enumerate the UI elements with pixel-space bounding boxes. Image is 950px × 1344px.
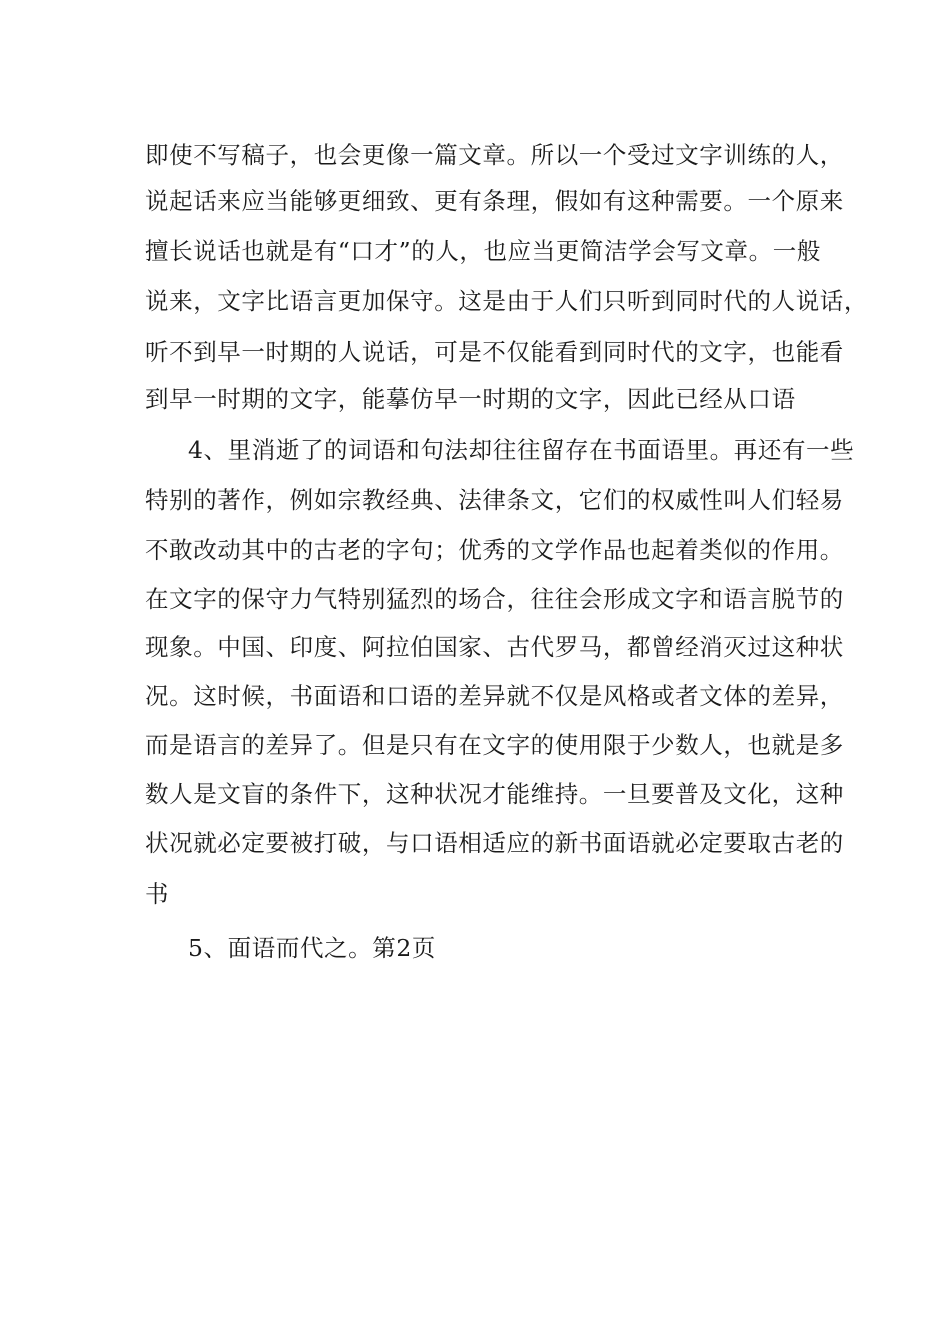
- text-line: 在文字的保守力气特别猛烈的场合，往往会形成文字和语言脱节的: [145, 585, 844, 613]
- text-line: 数人是文盲的条件下，这种状况才能维持。一旦要普及文化，这种: [145, 780, 844, 808]
- text-line: 而是语言的差异了。但是只有在文字的使用限于少数人，也就是多: [145, 731, 844, 759]
- text-line: 状况就必定要被打破，与口语相适应的新书面语就必定要取古老的: [145, 829, 844, 857]
- text-line: 说来，文字比语言更加保守。这是由于人们只听到同时代的人说话，: [145, 287, 868, 315]
- text-line: 书: [145, 880, 170, 908]
- text-line: 4、里消逝了的词语和句法却往往留存在书面语里。再还有一些: [188, 436, 855, 464]
- text-line: 5、面语而代之。第2页: [188, 934, 437, 962]
- text-line: 即使不写稿子，也会更像一篇文章。所以一个受过文字训练的人，: [145, 141, 844, 169]
- text-line: 特别的著作，例如宗教经典、法律条文，它们的权威性叫人们轻易: [145, 486, 844, 514]
- text-line: 况。这时候，书面语和口语的差异就不仅是风格或者文体的差异，: [145, 682, 844, 710]
- text-line: 不敢改动其中的古老的字句；优秀的文学作品也起着类似的作用。: [145, 536, 844, 564]
- text-line: 听不到早一时期的人说话，可是不仅能看到同时代的文字，也能看: [145, 338, 844, 366]
- text-line: 说起话来应当能够更细致、更有条理，假如有这种需要。一个原来: [145, 187, 844, 215]
- text-line: 到早一时期的文字，能摹仿早一时期的文字，因此已经从口语: [145, 385, 796, 413]
- text-line: 现象。中国、印度、阿拉伯国家、古代罗马，都曾经消灭过这种状: [145, 633, 844, 661]
- text-line: 擅长说话也就是有“口才”的人，也应当更简洁学会写文章。一般: [145, 237, 821, 265]
